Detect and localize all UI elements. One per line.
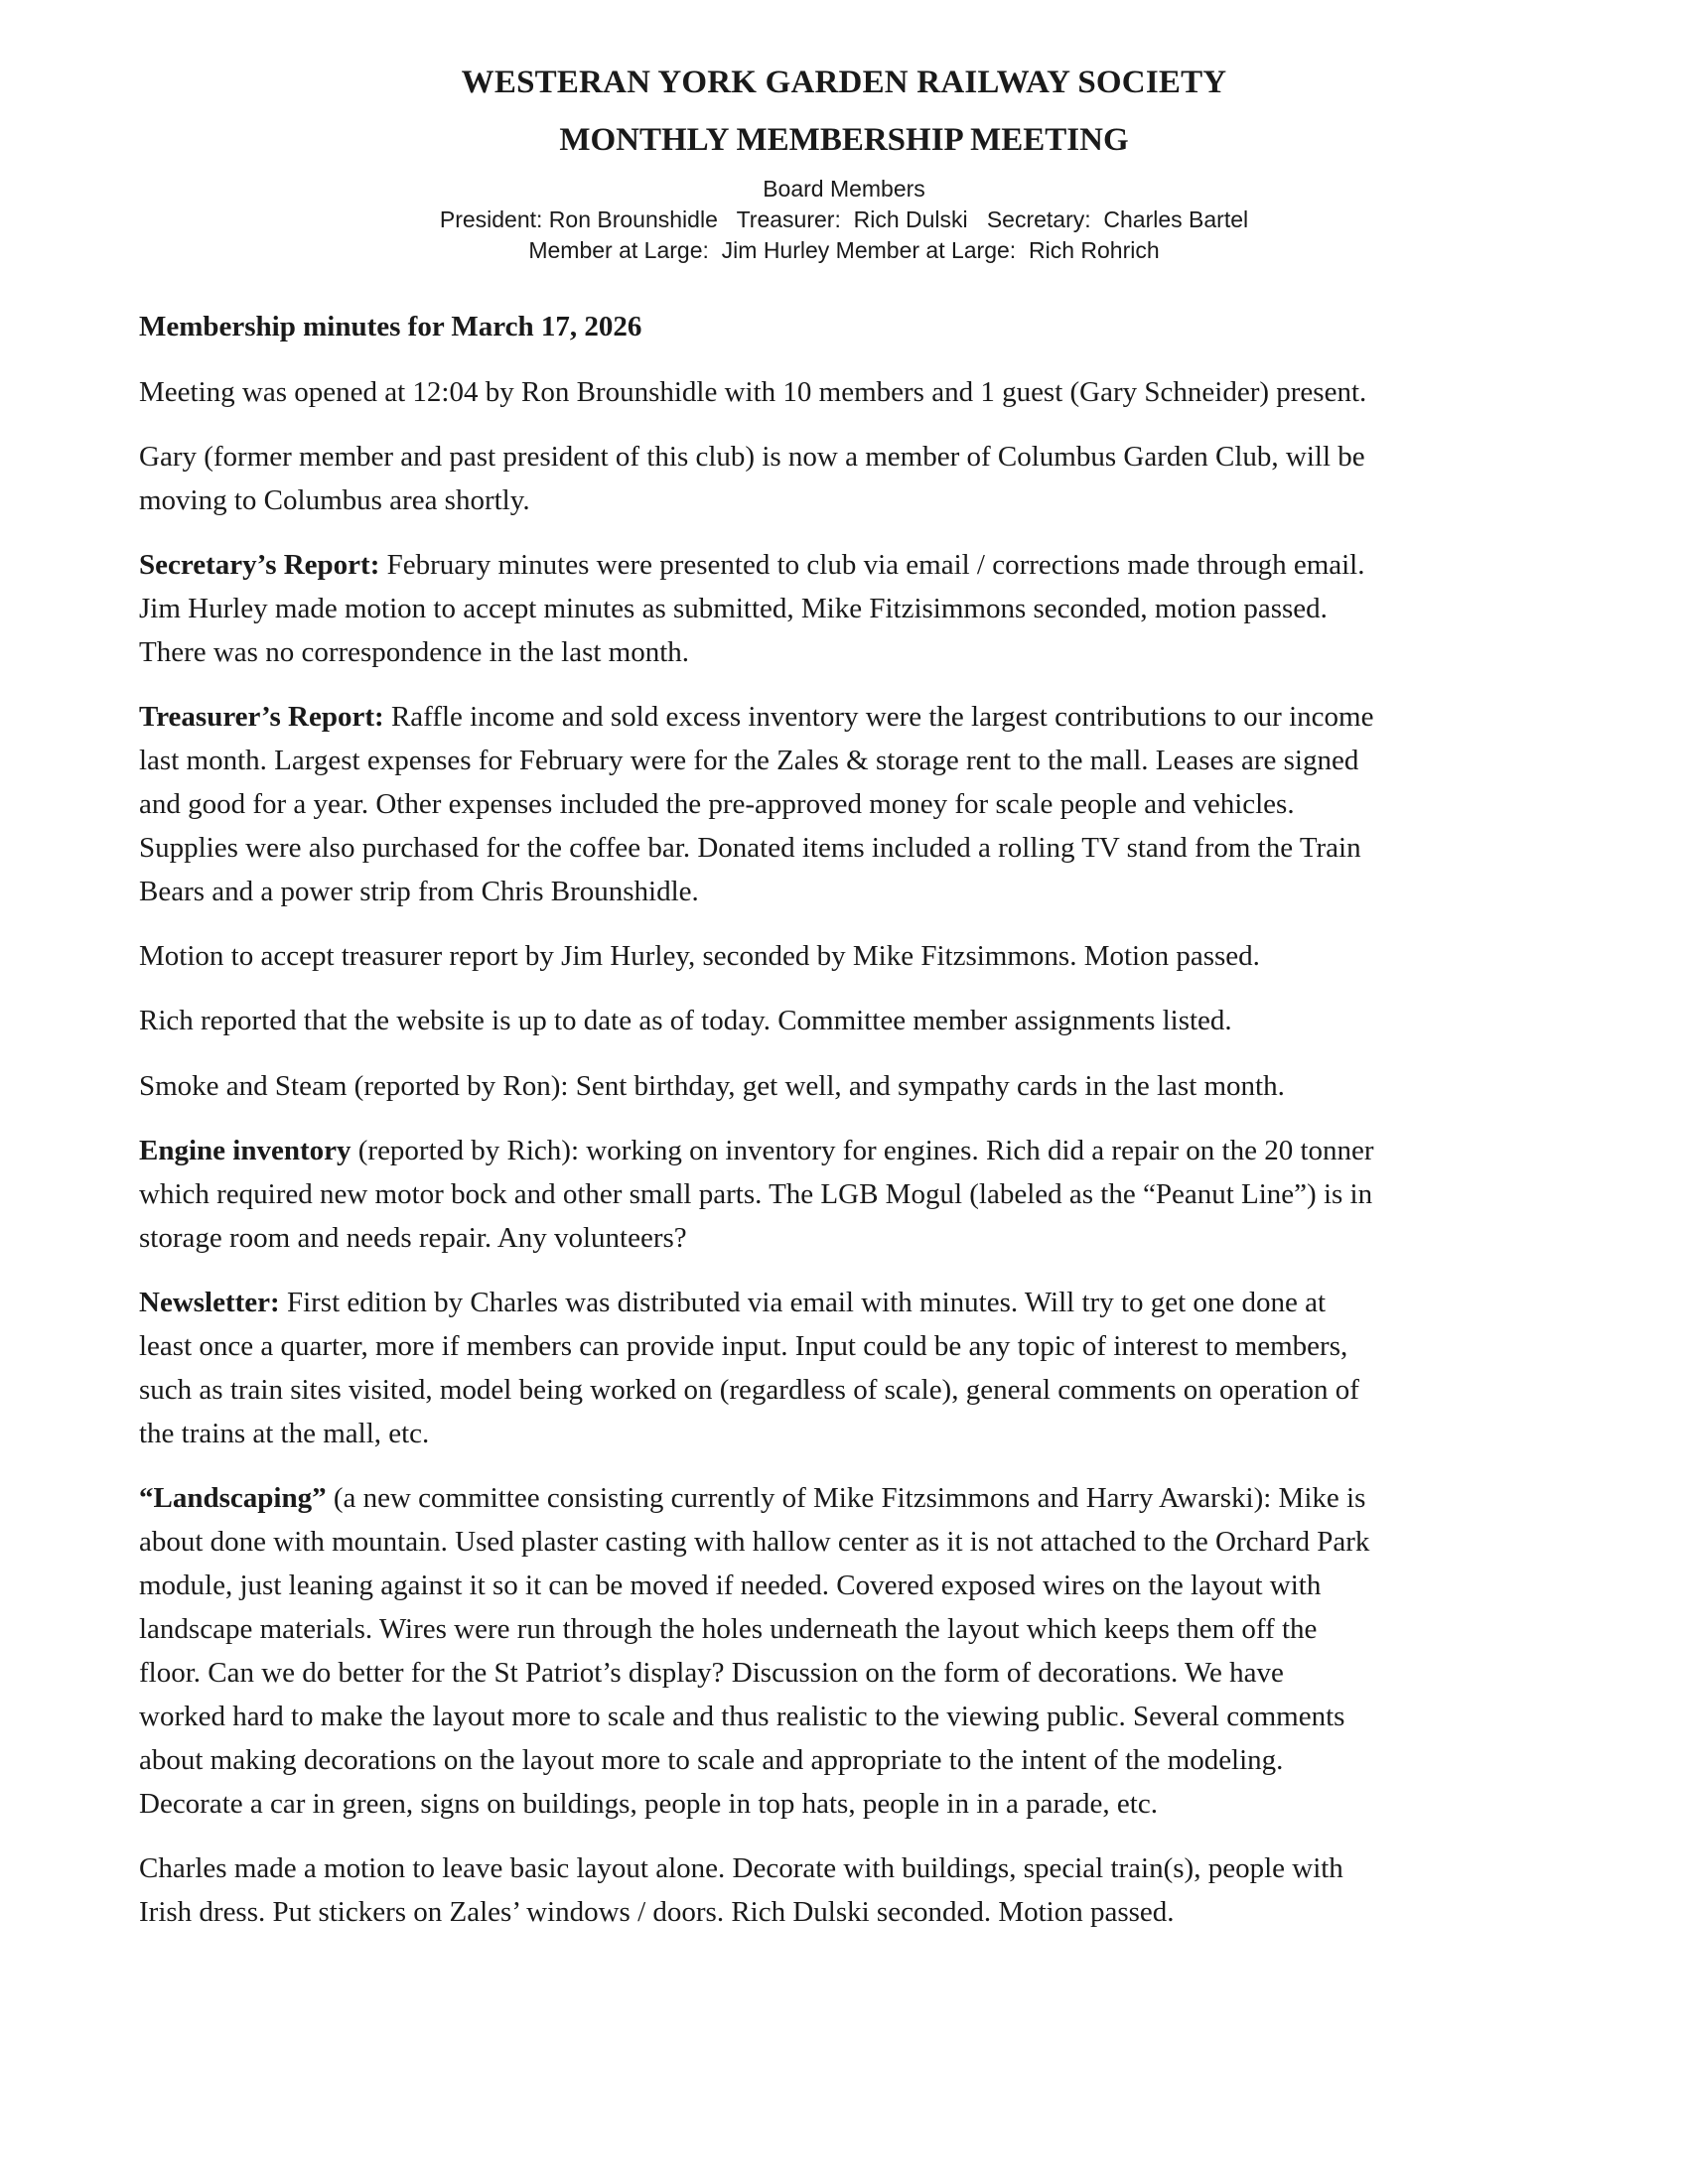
minutes-heading: Membership minutes for March 17, 2026 (139, 311, 642, 342)
newsletter-label: Newsletter: (139, 1287, 280, 1318)
paragraph-line: and good for a year. Other expenses included the pre-approved money for scale people and vehicles. (139, 788, 1295, 820)
opening-paragraph (139, 370, 1569, 414)
paragraph-line: moving to Columbus area shortly. (139, 484, 530, 516)
paragraph-line (139, 1129, 1569, 1172)
engine-inventory-text: (reported by Rich): working on inventory for engines. Rich did a repair on the 20 tonner (351, 1135, 1374, 1166)
secretary-report (139, 543, 1569, 674)
board-members-block (0, 174, 1688, 266)
treasurer-motion (139, 934, 1569, 978)
landscaping-text: (a new committee consisting currently of Mike Fitzsimmons and Harry Awarski): Mike is (326, 1482, 1366, 1514)
paragraph-line: storage room and needs repair. Any volunteers? (139, 1222, 687, 1254)
treasurer-report (139, 695, 1569, 913)
paragraph-line: Gary (former member and past president of this club) is now a member of Columbus Garden Club, will be (139, 441, 1365, 473)
paragraph-line: Motion to accept treasurer report by Jim Hurley, seconded by Mike Fitzsimmons. Motion passed. (139, 940, 1260, 972)
paragraph-line: Jim Hurley made motion to accept minutes as submitted, Mike Fitzisimmons seconded, motion passed. (139, 593, 1328, 624)
landscaping-label: “Landscaping” (139, 1482, 327, 1514)
treasurer-report-label: Treasurer’s Report: (139, 701, 384, 733)
paragraph-line: Rich reported that the website is up to date as of today. Committee member assignments listed. (139, 1005, 1232, 1036)
secretary-report-label: Secretary’s Report: (139, 549, 380, 581)
treasurer-report-text: Raffle income and sold excess inventory were the largest contributions to our income (383, 701, 1374, 733)
paragraph-line: worked hard to make the layout more to scale and thus realistic to the viewing public. Several comments (139, 1701, 1345, 1732)
paragraph-line: module, just leaning against it so it can be moved if needed. Covered exposed wires on the layout with (139, 1570, 1322, 1601)
closing-motion (139, 1846, 1569, 1934)
newsletter-report (139, 1281, 1569, 1455)
paragraph-line: least once a quarter, more if members can provide input. Input could be any topic of interest to members, (139, 1330, 1348, 1362)
smoke-and-steam-report (139, 1064, 1569, 1108)
paragraph-line: Bears and a power strip from Chris Brounshidle. (139, 876, 699, 907)
paragraph-line: landscape materials. Wires were run through the holes underneath the layout which keeps them off the (139, 1613, 1318, 1645)
meeting-title: MONTHLY MEMBERSHIP MEETING (559, 122, 1129, 158)
board-members-line-1: President: Ron Brounshidle Treasurer: Rich Dulski Secretary: Charles Bartel (439, 206, 1249, 232)
paragraph-line: Charles made a motion to leave basic layout alone. Decorate with buildings, special train(s), people with (139, 1852, 1343, 1884)
paragraph-line (139, 1281, 1569, 1324)
paragraph-line: the trains at the mall, etc. (139, 1418, 430, 1449)
paragraph-line: Meeting was opened at 12:04 by Ron Brounshidle with 10 members and 1 guest (Gary Schneider) present. (139, 376, 1367, 408)
gary-paragraph (139, 435, 1569, 522)
paragraph-line: Irish dress. Put stickers on Zales’ windows / doors. Rich Dulski seconded. Motion passed. (139, 1896, 1175, 1928)
board-members-label: Board Members (763, 176, 925, 202)
paragraph-line: last month. Largest expenses for February were for the Zales & storage rent to the mall. Leases are signed (139, 745, 1359, 776)
paragraph-line: about making decorations on the layout more to scale and appropriate to the intent of the modeling. (139, 1744, 1284, 1776)
paragraph-line (139, 1476, 1569, 1520)
secretary-report-text: February minutes were presented to club via email / corrections made through email. (379, 549, 1365, 581)
engine-inventory-report (139, 1129, 1569, 1260)
engine-inventory-label: Engine inventory (139, 1135, 352, 1166)
paragraph-line (139, 695, 1569, 739)
paragraph-line: Supplies were also purchased for the coffee bar. Donated items included a rolling TV stand from the Train (139, 832, 1361, 864)
website-report (139, 999, 1569, 1042)
paragraph-line: Smoke and Steam (reported by Ron): Sent birthday, get well, and sympathy cards in the last month. (139, 1070, 1285, 1102)
paragraph-line: floor. Can we do better for the St Patriot’s display? Discussion on the form of decorations. We have (139, 1657, 1284, 1689)
paragraph-line: which required new motor bock and other small parts. The LGB Mogul (labeled as the “Peanut Line”) is in (139, 1178, 1373, 1210)
paragraph-line: Decorate a car in green, signs on buildings, people in top hats, people in in a parade, etc. (139, 1788, 1158, 1820)
board-members-line-2: Member at Large: Jim Hurley Member at Large: Rich Rohrich (528, 237, 1160, 263)
landscaping-report (139, 1476, 1569, 1826)
org-title: WESTERAN YORK GARDEN RAILWAY SOCIETY (461, 65, 1227, 100)
paragraph-line: about done with mountain. Used plaster casting with hallow center as it is not attached to the Orchard Park (139, 1526, 1370, 1558)
newsletter-text: First edition by Charles was distributed via email with minutes. Will try to get one done at (279, 1287, 1327, 1318)
paragraph-line: There was no correspondence in the last month. (139, 636, 690, 668)
paragraph-line (139, 543, 1569, 587)
paragraph-line: such as train sites visited, model being worked on (regardless of scale), general comments on operation of (139, 1374, 1359, 1406)
